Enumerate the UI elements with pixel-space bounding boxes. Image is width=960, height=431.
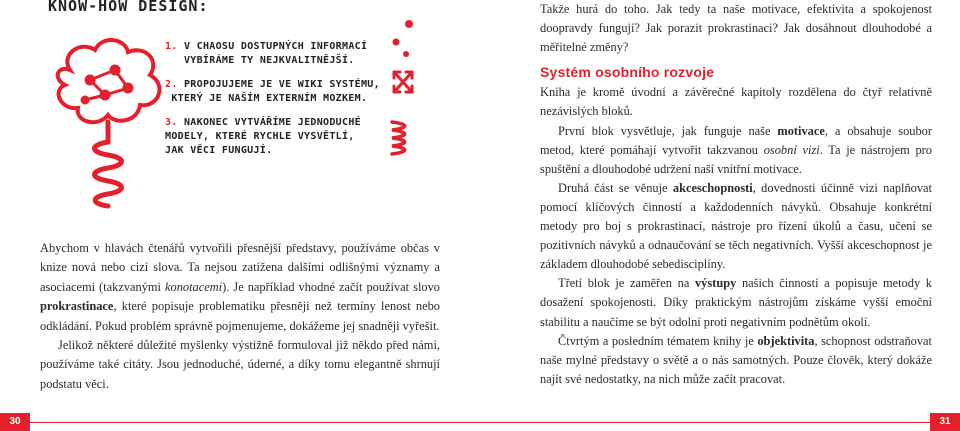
dots-doodle-icon	[405, 20, 413, 28]
page-number-left: 30	[0, 413, 30, 431]
left-footer-rule	[30, 422, 480, 423]
left-paragraph-2: Jelikož některé důležité myšlenky výstižně formuloval již někdo před námi, používáme také citáty. Jsou jednoduché, úderné, a díky tomu elegantně shrnují podstatu věci.	[40, 338, 440, 391]
left-paragraph-1: Abychom v hlavách čtenářů vytvořili přesnější představy, používáme občas v knize nová nebo cizí slova. Ta nejsou zatížena dalšími odlišnými významy a asociacemi (takzvanými konotacemi). Je například vhodné začít používat slovo prokrastinace, které popisuje problematiku přesněji než termíny lenost nebo odkládání. Pokud problém správně pojmenujeme, dokážeme jej snadněji vyřešit.	[40, 241, 440, 333]
spring-doodle-icon	[392, 122, 405, 154]
right-page	[480, 0, 960, 431]
brain-cloud-doodle-icon	[40, 30, 180, 230]
right-paragraph-2: První blok vysvětluje, jak funguje naše motivace, a obsahuje soubor metod, které pomáhají vytvořit takzvanou osobní vizi. Ta je nástrojem pro spuštění a dlouhodobé udržení naší vnitřní motivace.	[540, 123, 933, 176]
right-body-text	[540, 0, 932, 389]
arrows-doodle-icon	[394, 72, 412, 92]
know-how-title: KNOW-HOW DESIGN:	[48, 0, 209, 15]
right-paragraph-1: Kniha je kromě úvodní a závěrečné kapitoly rozdělena do čtyř relativně nezávislých bloků.	[540, 85, 932, 119]
know-how-item-3: 3. NAKONEC VYTVÁŘÍME JEDNODUCHÉ MODELY, KTERÉ RYCHLE VYSVĚTLÍ, JAK VĚCI FUNGUJÍ.	[165, 117, 361, 156]
page-number-right: 31	[930, 413, 960, 431]
know-how-item-1: 1. V CHAOSU DOSTUPNÝCH INFORMACÍ VYBÍRÁME TY NEJKVALITNĚJŠÍ.	[165, 41, 368, 66]
side-doodles-icon	[374, 10, 424, 170]
right-footer-rule	[480, 422, 930, 423]
right-paragraph-4: Třetí blok je zaměřen na výstupy našich činností a popisuje metody k dosažení spokojenosti. Díky praktickým nástrojům získáme vyšší emoční stabilitu a naučíme se být odolní proti negativním podnětům okolí.	[540, 276, 932, 329]
left-body-text	[40, 239, 440, 394]
right-intro: Takže hurá do toho. Jak tedy ta naše motivace, efektivita a spokojenost doopravdy fungují? Jak porazit prokrastinaci? Jak dosáhnout dlouhodobé a měřitelné změny?	[540, 2, 932, 55]
section-heading: Systém osobního rozvoje	[540, 64, 715, 81]
right-paragraph-3: Druhá část se věnuje akceschopnosti, dovednosti účinně vizi naplňovat pomocí klíčových činností a každodenních návyků. Obsahuje konkrétní metody pro boj s prokrastinací, nástroje pro řízení úkolů a času, učení se pozitivních návyků a odnaučování se těch negativních. Vyšší akceschopnost je základem dlouhodobé sebedisciplíny.	[540, 180, 932, 272]
know-how-item-2: 2. PROPOJUJEME JE VE WIKI SYSTÉMU, KTERÝ JE NAŠÍM EXTERNÍM MOZKEM.	[165, 79, 380, 104]
right-paragraph-5: Čtvrtým a posledním tématem knihy je objektivita, schopnost odstraňovat naše mylné představy o světě a o nás samotných. Pouze člověk, který dokáže najít své nedostatky, na nich může začít pracovat.	[540, 333, 933, 386]
